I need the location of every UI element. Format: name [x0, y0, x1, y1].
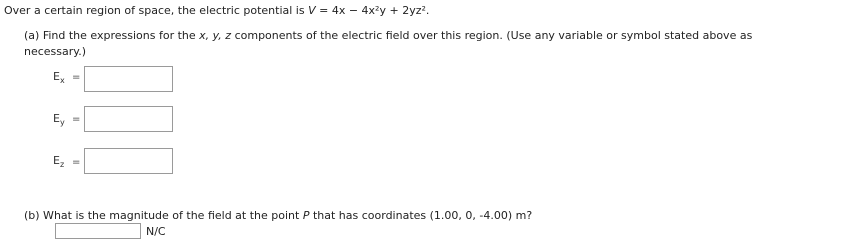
magnitude-unit: N/C [146, 225, 166, 238]
ez-answer-input[interactable] [84, 148, 173, 174]
part-a-question [24, 29, 752, 42]
part-b-prefix: (b) What is the magnitude of the field at the point [24, 209, 303, 222]
part-a-question-line2: necessary.) [24, 45, 87, 58]
ez-label: $E_z$ [53, 154, 65, 169]
ex-equals: = [72, 72, 81, 83]
ex-label: $E_x$ [53, 70, 65, 85]
part-b-suffix: that has coordinates (1.00, 0, -4.00) m? [309, 209, 533, 222]
potential-expression: = 4x − 4x²y + 2yz². [315, 4, 430, 17]
potential-variable: V [308, 4, 316, 17]
ez-equals: = [72, 157, 81, 168]
part-a-variables: x, y, z [199, 29, 232, 42]
ey-answer-input[interactable] [84, 106, 173, 132]
point-variable: P [302, 209, 310, 222]
ey-label: $E_y$ [53, 112, 65, 127]
ex-answer-input[interactable] [84, 66, 173, 92]
magnitude-answer-input[interactable] [55, 223, 141, 239]
problem-intro [4, 4, 429, 17]
part-a-suffix: components of the electric field over this region. (Use any variable or symbol stated above as [231, 29, 753, 42]
ey-equals: = [72, 114, 81, 125]
part-a-prefix: (a) Find the expressions for the [24, 29, 200, 42]
part-b-question [24, 209, 532, 222]
intro-text: Over a certain region of space, the electric potential is [4, 4, 309, 17]
